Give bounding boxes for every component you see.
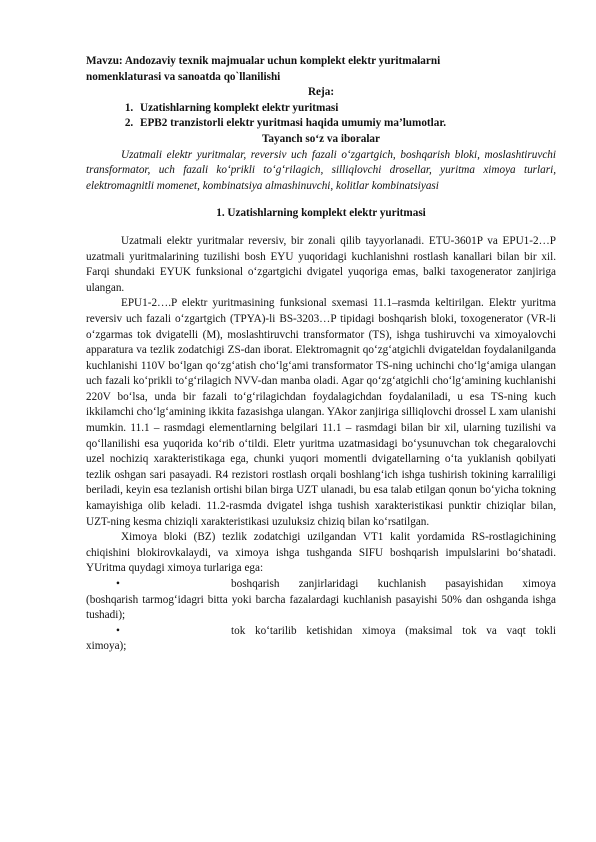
document-page — [86, 54, 556, 655]
bullet-item — [86, 624, 556, 655]
keywords-text: Uzatmali elektr yuritmalar, reversiv uch fazali o‘zgartgich, boshqarish bloki, moslashtiruvchi transformator, uch fazali ko‘prikli to‘g‘rilagich, silliqlovchi drosellar, yuritma ximoya turlari, elektromagnitli momenet, kombinatsiya almashinuvchi, kolitlar kombinatsiyasi — [86, 148, 556, 192]
topic-line-2: nomenklaturasi va sanoatda qo`llanilishi — [86, 70, 281, 83]
plan-item: 1. Uzatishlarning komplekt elektr yuritmasi — [136, 101, 556, 117]
bullet-rest: (boshqarish tarmog‘idagri bitta yoki barcha fazalardagi kuchlanish pasayishi 50% dan oshganda ishga tushadi); — [86, 593, 556, 622]
bullet-icon: • — [116, 578, 120, 590]
bullet-icon: • — [116, 624, 120, 637]
topic-line-1: Mavzu: Andozaviy texnik majmualar uchun komplekt elektr yuritmalarni — [86, 55, 441, 67]
bullet-rest: ximoya); — [86, 640, 127, 653]
bullet-item — [86, 577, 556, 624]
bullet-lead: boshqarish zanjirlaridagi kuchlanish pasayishidan ximoya — [231, 578, 556, 590]
plan-item: 2. EPB2 tranzistorli elektr yuritmasi haqida umumiy ma’lumotlar. — [136, 116, 556, 132]
paragraph: Uzatmali elektr yuritmalar reversiv, bir zonali qilib tayyorlanadi. ETU-3601P va EPU1-2…P uzatmali yuritmalarining tuzilishi bosh EYU yuqoridagi kuchlanishni rostlash kanallari bilan bir xil. Farqi shundaki EYUK funksional o‘zgartgichi dvigatel yuqoriga emas, balki taxogenerator zanjiriga ulangan. — [86, 234, 556, 294]
keywords-title: Tayanch so‘z va iboralar — [262, 132, 380, 145]
paragraph: Ximoya bloki (BZ) tezlik zodatchigi uzilgandan VT1 kalit yordamida RS-rostlagichining chiqishini blokirovkalaydi, va ximoya ishga tushganda SIFU boshqarish impulslarini bo‘shatadi. YUritma quydagi ximoya turlariga ega: — [86, 531, 556, 575]
plan-list — [86, 101, 556, 132]
section-heading: 1. Uzatishlarning komplekt elektr yuritmasi — [216, 207, 426, 220]
paragraph: EPU1-2….P elektr yuritmasining funksional sxemasi 11.1–rasmda keltirilgan. Elektr yuritma reversiv uch fazali o‘zgartgich (TPYA)-li BS-3203…P tipidagi boshqarish bloki, toxogenerator (VR-li o‘zgarmas tok dvigatelli (M), moslashtiruvchi transformator (TS), ishga tushiruvchi va ximoyalovchi apparatura va tezlik zodatchigi ZS-dan iborat. Elektromagnit qo‘zg‘atgichli dvigateldan foydalanilganda kuchlanishi 110V bo‘lgan qo‘zg‘atish cho‘lg‘ami transformator TS-ning uchinchi cho‘lg‘amiga ulangan uch fazali ko‘prikli to‘g‘rilagich NVV-dan manba oladi. Agar qo‘zg‘atgichli cho‘lg‘amining kuchlanishi 220V bo‘lsa, unda bir fazali to‘g‘rilagichdan foydalagichdan foydalaniladi, u esa TS-ning kuch ikkilamchi cho‘lg‘amining ikkita fazasishga ulangan. YAkor zanjiriga silliqlovchi drossel L xam ulanishi mumkin. 11.1 – rasmdagi elementlarning belgilari 11.1 – rasmdagi bilan bir xil, ularning tuzilishi va qo‘llanilishi esa yuqorida ko‘rib o‘tildi. Eletr yuritma uzatmasidagi bo‘ysunuvchan tok chegaralovchi uzel nochiziq xarakteristikaga ega, chunki yuqori momentli dvigatellarning o‘ta yuklanish qobilyati tezlik oshgan sari pasayadi. R4 rezistori rostlash orqali boshlang‘ich ishga tushirish tokining karraliligi beriladi, keyin esa tezlanish ortishi bilan birga UZT ulanadi, bu esa talab etilgan qonun bo‘yicha tokning kamayishiga olib keladi. 11.2-rasmda dvigatel ishga tushish xarakteristikasi punktir chiziqlar bilan, UZT-ning kesma chiziqli xarakteristikasi uzuluksiz chiziq bilan ko‘rsatilgan. — [86, 297, 556, 528]
bullet-lead: tok ko‘tarilib ketishidan ximoya (maksimal tok va vaqt tokli — [231, 624, 556, 637]
plan-title: Reja: — [307, 86, 335, 99]
